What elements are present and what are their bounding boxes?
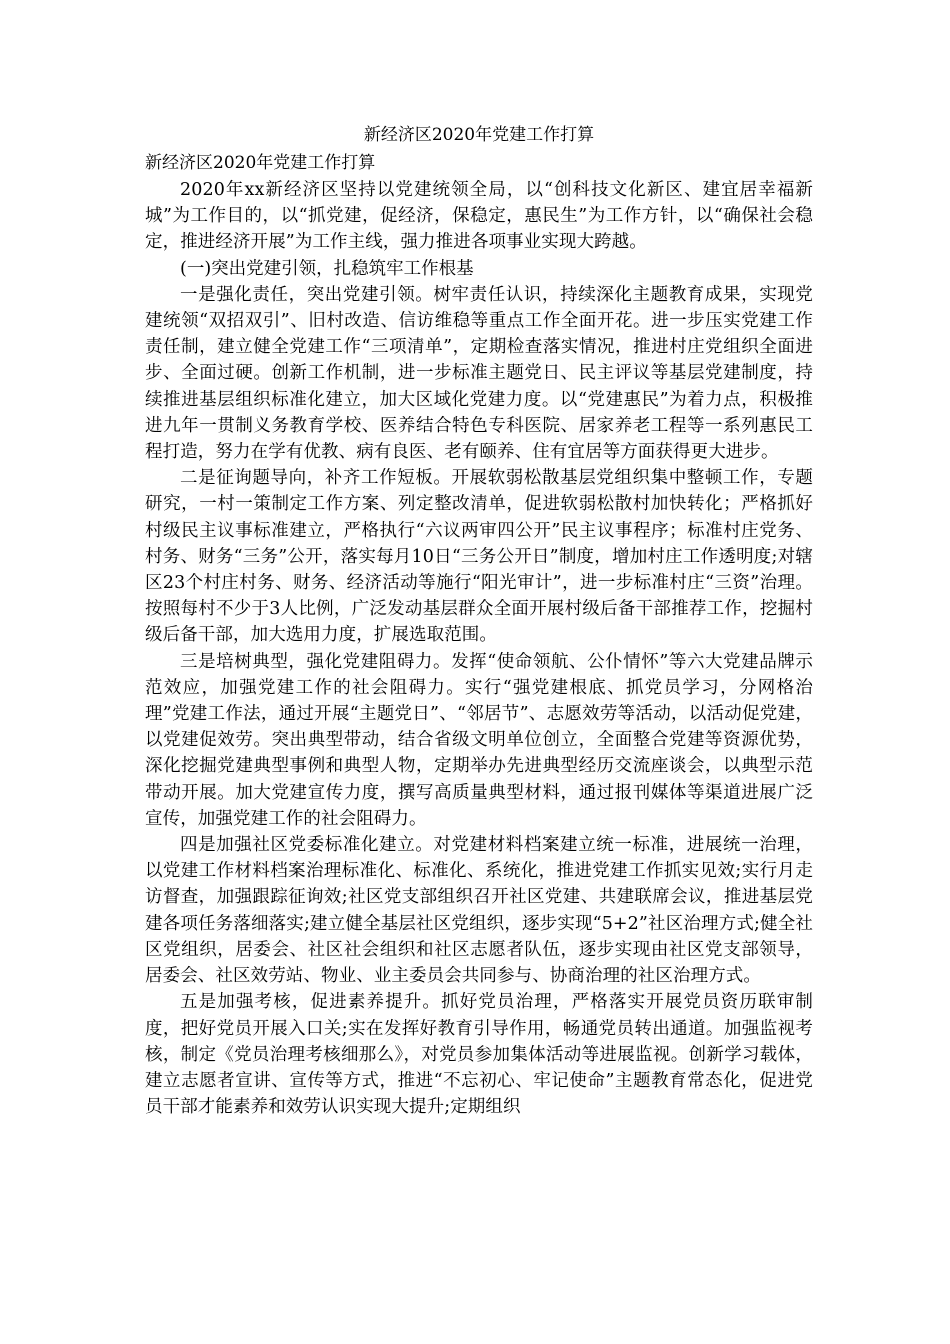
body-paragraph: 五是加强考核，促进素养提升。抓好党员治理，严格落实开展党员资历联审制度，把好党员开展入口关;实在发挥好教育引导作用，畅通党员转出通道。加强监视考核，制定《党员治理考核细那么》，对党员参加集体活动等进展监视。创新学习载体，建立志愿者宣讲、宣传等方式，推进“不忘初心、牢记使命”主题教育常态化，促进党员干部才能素养和效劳认识实现大提升;定期组织 bbox=[145, 992, 813, 1118]
body-paragraph: 三是培树典型，强化党建阻碍力。发挥“使命领航、公仆情怀”等六大党建品牌示范效应，加强党建工作的社会阻碍力。实行“强党建根底、抓党员学习，分网格治理”党建工作法，通过开展“主题党日”、“邻居节”、志愿效劳等活动，以活动促党建，以党建促效劳。突出典型带动，结合省级文明单位创立，全面整合党建等资源优势，深化挖掘党建典型事例和典型人物，定期举办先进典型经历交流座谈会，以典型示范带动开展。加大党建宣传力度，撰写高质量典型材料，通过报刊媒体等渠道进展广泛宣传，加强党建工作的社会阻碍力。 bbox=[145, 651, 813, 829]
section-heading: (一)突出党建引领，扎稳筑牢工作根基 bbox=[180, 258, 474, 279]
body-paragraph: 四是加强社区党委标准化建立。对党建材料档案建立统一标准，进展统一治理，以党建工作材料档案治理标准化、标准化、系统化，推进党建工作抓实见效;实行月走访督查，加强跟踪征询效;社区党支部组织召开社区党建、共建联席会议，推进基层党建各项任务落细落实;建立健全基层社区党组织，逐步实现“5+2”社区治理方式;健全社区党组织，居委会、社区社会组织和社区志愿者队伍，逐步实现由社区党支部领导，居委会、社区效劳站、物业、业主委员会共同参与、协商治理的社区治理方式。 bbox=[145, 835, 813, 987]
document-subtitle: 新经济区2020年党建工作打算 bbox=[145, 153, 376, 173]
body-paragraph: 一是强化责任，突出党建引领。树牢责任认识，持续深化主题教育成果，实现党建统领“双招双引”、旧村改造、信访维稳等重点工作全面开花。进一步压实党建工作责任制，建立健全党建工作“三项清单”，定期检查落实情况，推进村庄党组织全面进步、全面过硬。创新工作机制，进一步标准主题党日、民主评议等基层党建制度，持续推进基层组织标准化建立，加大区域化党建力度。以“党建惠民”为着力点，积极推进九年一贯制义务教育学校、医养结合特色专科医院、居家养老工程等一系列惠民工程打造，努力在学有优教、病有良医、老有颐养、住有宜居等方面获得更大进步。 bbox=[145, 284, 813, 463]
intro-paragraph: 2020年xx新经济区坚持以党建统领全局，以“创科技文化新区、建宜居幸福新城”为工作目的，以“抓党建，促经济，保稳定，惠民生”为工作方针，以“确保社会稳定，推进经济开展”为工作主线，强力推进各项事业实现大跨越。 bbox=[145, 180, 813, 253]
body-paragraph: 二是征询题导向，补齐工作短板。开展软弱松散基层党组织集中整顿工作，专题研究，一村一策制定工作方案、列定整改清单，促进软弱松散村加快转化；严格抓好村级民主议事标准建立，严格执行“六议两审四公开”民主议事程序；标准村庄党务、村务、财务“三务”公开，落实每月10日“三务公开日”制度，增加村庄工作透明度;对辖区23个村庄村务、财务、经济活动等施行“阳光审计”，进一步标准村庄“三资”治理。按照每村不少于3人比例，广泛发动基层群众全面开展村级后备干部推荐工作，挖掘村级后备干部，加大选用力度，扩展选取范围。 bbox=[145, 468, 813, 646]
document-title: 新经济区2020年党建工作打算 bbox=[363, 125, 595, 145]
document-page bbox=[145, 121, 813, 1120]
